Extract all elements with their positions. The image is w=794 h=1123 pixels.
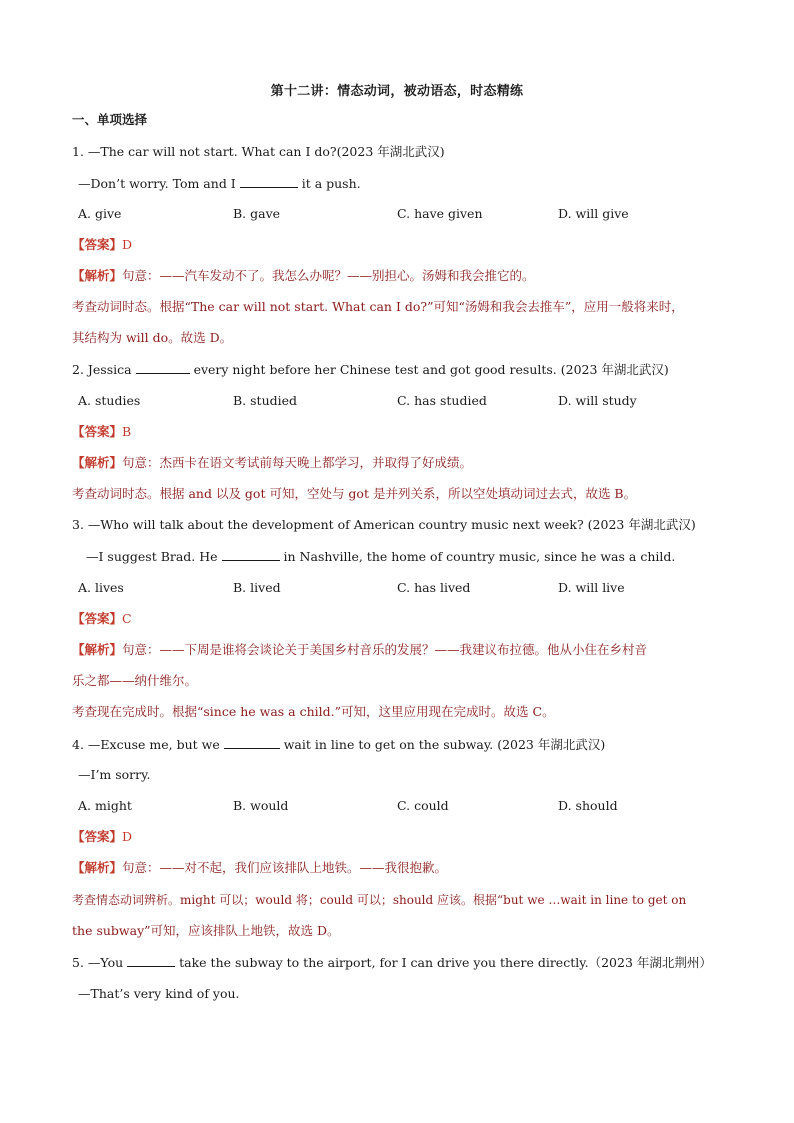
question-4-analysis-line-2: 考查情态动词辨析。might 可以；would 将；could 可以；should 应该。根据“but we …wait in line to get on bbox=[72, 893, 687, 907]
question-4-reply: —I’m sorry. bbox=[78, 767, 151, 782]
question-2-answer bbox=[72, 424, 131, 440]
question-5-stem-post: take the subway to the airport, for I can drive you there directly.（2023 年湖北荆州） bbox=[179, 955, 712, 970]
question-1-option-d: D. will give bbox=[558, 206, 629, 221]
question-5-reply: —That’s very kind of you. bbox=[78, 986, 240, 1001]
section-heading: 一、单项选择 bbox=[72, 112, 148, 127]
answer-value: D bbox=[122, 237, 133, 252]
question-1-analysis-line-3: 其结构为 will do。故选 D。 bbox=[72, 330, 233, 345]
analysis-tag: 【解析】 bbox=[72, 455, 123, 470]
answer-blank bbox=[127, 954, 175, 967]
question-1-answer bbox=[72, 237, 132, 253]
analysis-tag: 【解析】 bbox=[72, 268, 123, 283]
question-3-reply-pre: —I suggest Brad. He bbox=[86, 549, 218, 564]
analysis-tag: 【解析】 bbox=[72, 860, 123, 875]
question-4-stem-post: wait in line to get on the subway. (2023 年湖北武汉) bbox=[283, 737, 606, 752]
question-3-option-b: B. lived bbox=[233, 580, 281, 595]
question-4-stem-pre: 4. —Excuse me, but we bbox=[72, 737, 220, 752]
answer-blank bbox=[136, 361, 190, 374]
question-3-answer bbox=[72, 611, 132, 627]
question-1-analysis-line-2: 考查动词时态。根据“The car will not start. What can I do?”可知“汤姆和我会去推车”，应用一般将来时， bbox=[72, 299, 684, 314]
answer-value: D bbox=[122, 829, 133, 844]
question-1-option-b: B. gave bbox=[233, 206, 281, 221]
question-5-stem bbox=[72, 954, 712, 971]
question-3-reply-post: in Nashville, the home of country music, since he was a child. bbox=[283, 549, 676, 564]
question-1-option-a: A. give bbox=[78, 206, 122, 221]
question-4-analysis-line-3: the subway”可知，应该排队上地铁，故选 D。 bbox=[72, 923, 340, 938]
question-4-option-c: C. could bbox=[397, 798, 449, 813]
question-3-option-a: A. lives bbox=[78, 580, 124, 595]
question-3-reply bbox=[86, 548, 675, 565]
question-4-option-d: D. should bbox=[558, 798, 618, 813]
answer-value: C bbox=[122, 611, 132, 626]
question-2-stem-pre: 2. Jessica bbox=[72, 362, 132, 377]
analysis-text: 句意：——对不起，我们应该排队上地铁。——我很抱歉。 bbox=[122, 860, 448, 875]
question-4-analysis-line-1 bbox=[72, 860, 447, 876]
answer-tag: 【答案】 bbox=[72, 611, 123, 626]
question-1-reply bbox=[78, 175, 361, 192]
answer-blank bbox=[224, 736, 280, 749]
analysis-text: 句意：杰西卡在语文考试前每天晚上都学习，并取得了好成绩。 bbox=[122, 455, 473, 470]
question-2-option-a: A. studies bbox=[78, 393, 141, 408]
question-5-stem-pre: 5. —You bbox=[72, 955, 124, 970]
question-3-option-d: D. will live bbox=[558, 580, 625, 595]
analysis-text: 句意：——下周是谁将会谈论关于美国乡村音乐的发展？——我建议布拉德。他从小住在乡村音 bbox=[122, 642, 648, 657]
question-2-analysis-line-1 bbox=[72, 455, 472, 471]
question-4-option-b: B. would bbox=[233, 798, 289, 813]
question-2-stem-post: every night before her Chinese test and got good results. (2023 年湖北武汉) bbox=[193, 362, 669, 377]
analysis-tag: 【解析】 bbox=[72, 642, 123, 657]
question-1-stem: 1. —The car will not start. What can I do?(2023 年湖北武汉) bbox=[72, 144, 445, 159]
question-1-analysis-line-1 bbox=[72, 268, 535, 284]
question-2-analysis-line-2: 考查动词时态。根据 and 以及 got 可知，空处与 got 是并列关系，所以空处填动词过去式，故选 B。 bbox=[72, 486, 637, 501]
answer-blank bbox=[222, 548, 280, 561]
question-3-stem: 3. —Who will talk about the development of American country music next week? (2023 年湖北武汉) bbox=[72, 517, 696, 532]
question-1-option-c: C. have given bbox=[397, 206, 483, 221]
question-2-option-d: D. will study bbox=[558, 393, 637, 408]
answer-tag: 【答案】 bbox=[72, 424, 123, 439]
question-1-reply-pre: —Don’t worry. Tom and I bbox=[78, 176, 236, 191]
answer-value: B bbox=[122, 424, 132, 439]
question-2-option-b: B. studied bbox=[233, 393, 298, 408]
answer-blank bbox=[240, 175, 298, 188]
question-4-stem bbox=[72, 736, 605, 753]
answer-tag: 【答案】 bbox=[72, 237, 123, 252]
question-1-reply-post: it a push. bbox=[301, 176, 361, 191]
page-title: 第十二讲：情态动词，被动语态，时态精练 bbox=[270, 84, 524, 99]
question-4-option-a: A. might bbox=[78, 798, 132, 813]
analysis-text: 句意：——汽车发动不了。我怎么办呢？——别担心。汤姆和我会推它的。 bbox=[122, 268, 535, 283]
answer-tag: 【答案】 bbox=[72, 829, 123, 844]
question-4-answer bbox=[72, 829, 132, 845]
question-3-analysis-line-1 bbox=[72, 642, 647, 658]
question-3-analysis-line-3: 考查现在完成时。根据“since he was a child.”可知，这里应用现在完成时。故选 C。 bbox=[72, 704, 555, 719]
question-2-option-c: C. has studied bbox=[397, 393, 487, 408]
question-3-analysis-line-2: 乐之都——纳什维尔。 bbox=[72, 673, 198, 688]
question-2-stem bbox=[72, 361, 669, 378]
question-3-option-c: C. has lived bbox=[397, 580, 471, 595]
